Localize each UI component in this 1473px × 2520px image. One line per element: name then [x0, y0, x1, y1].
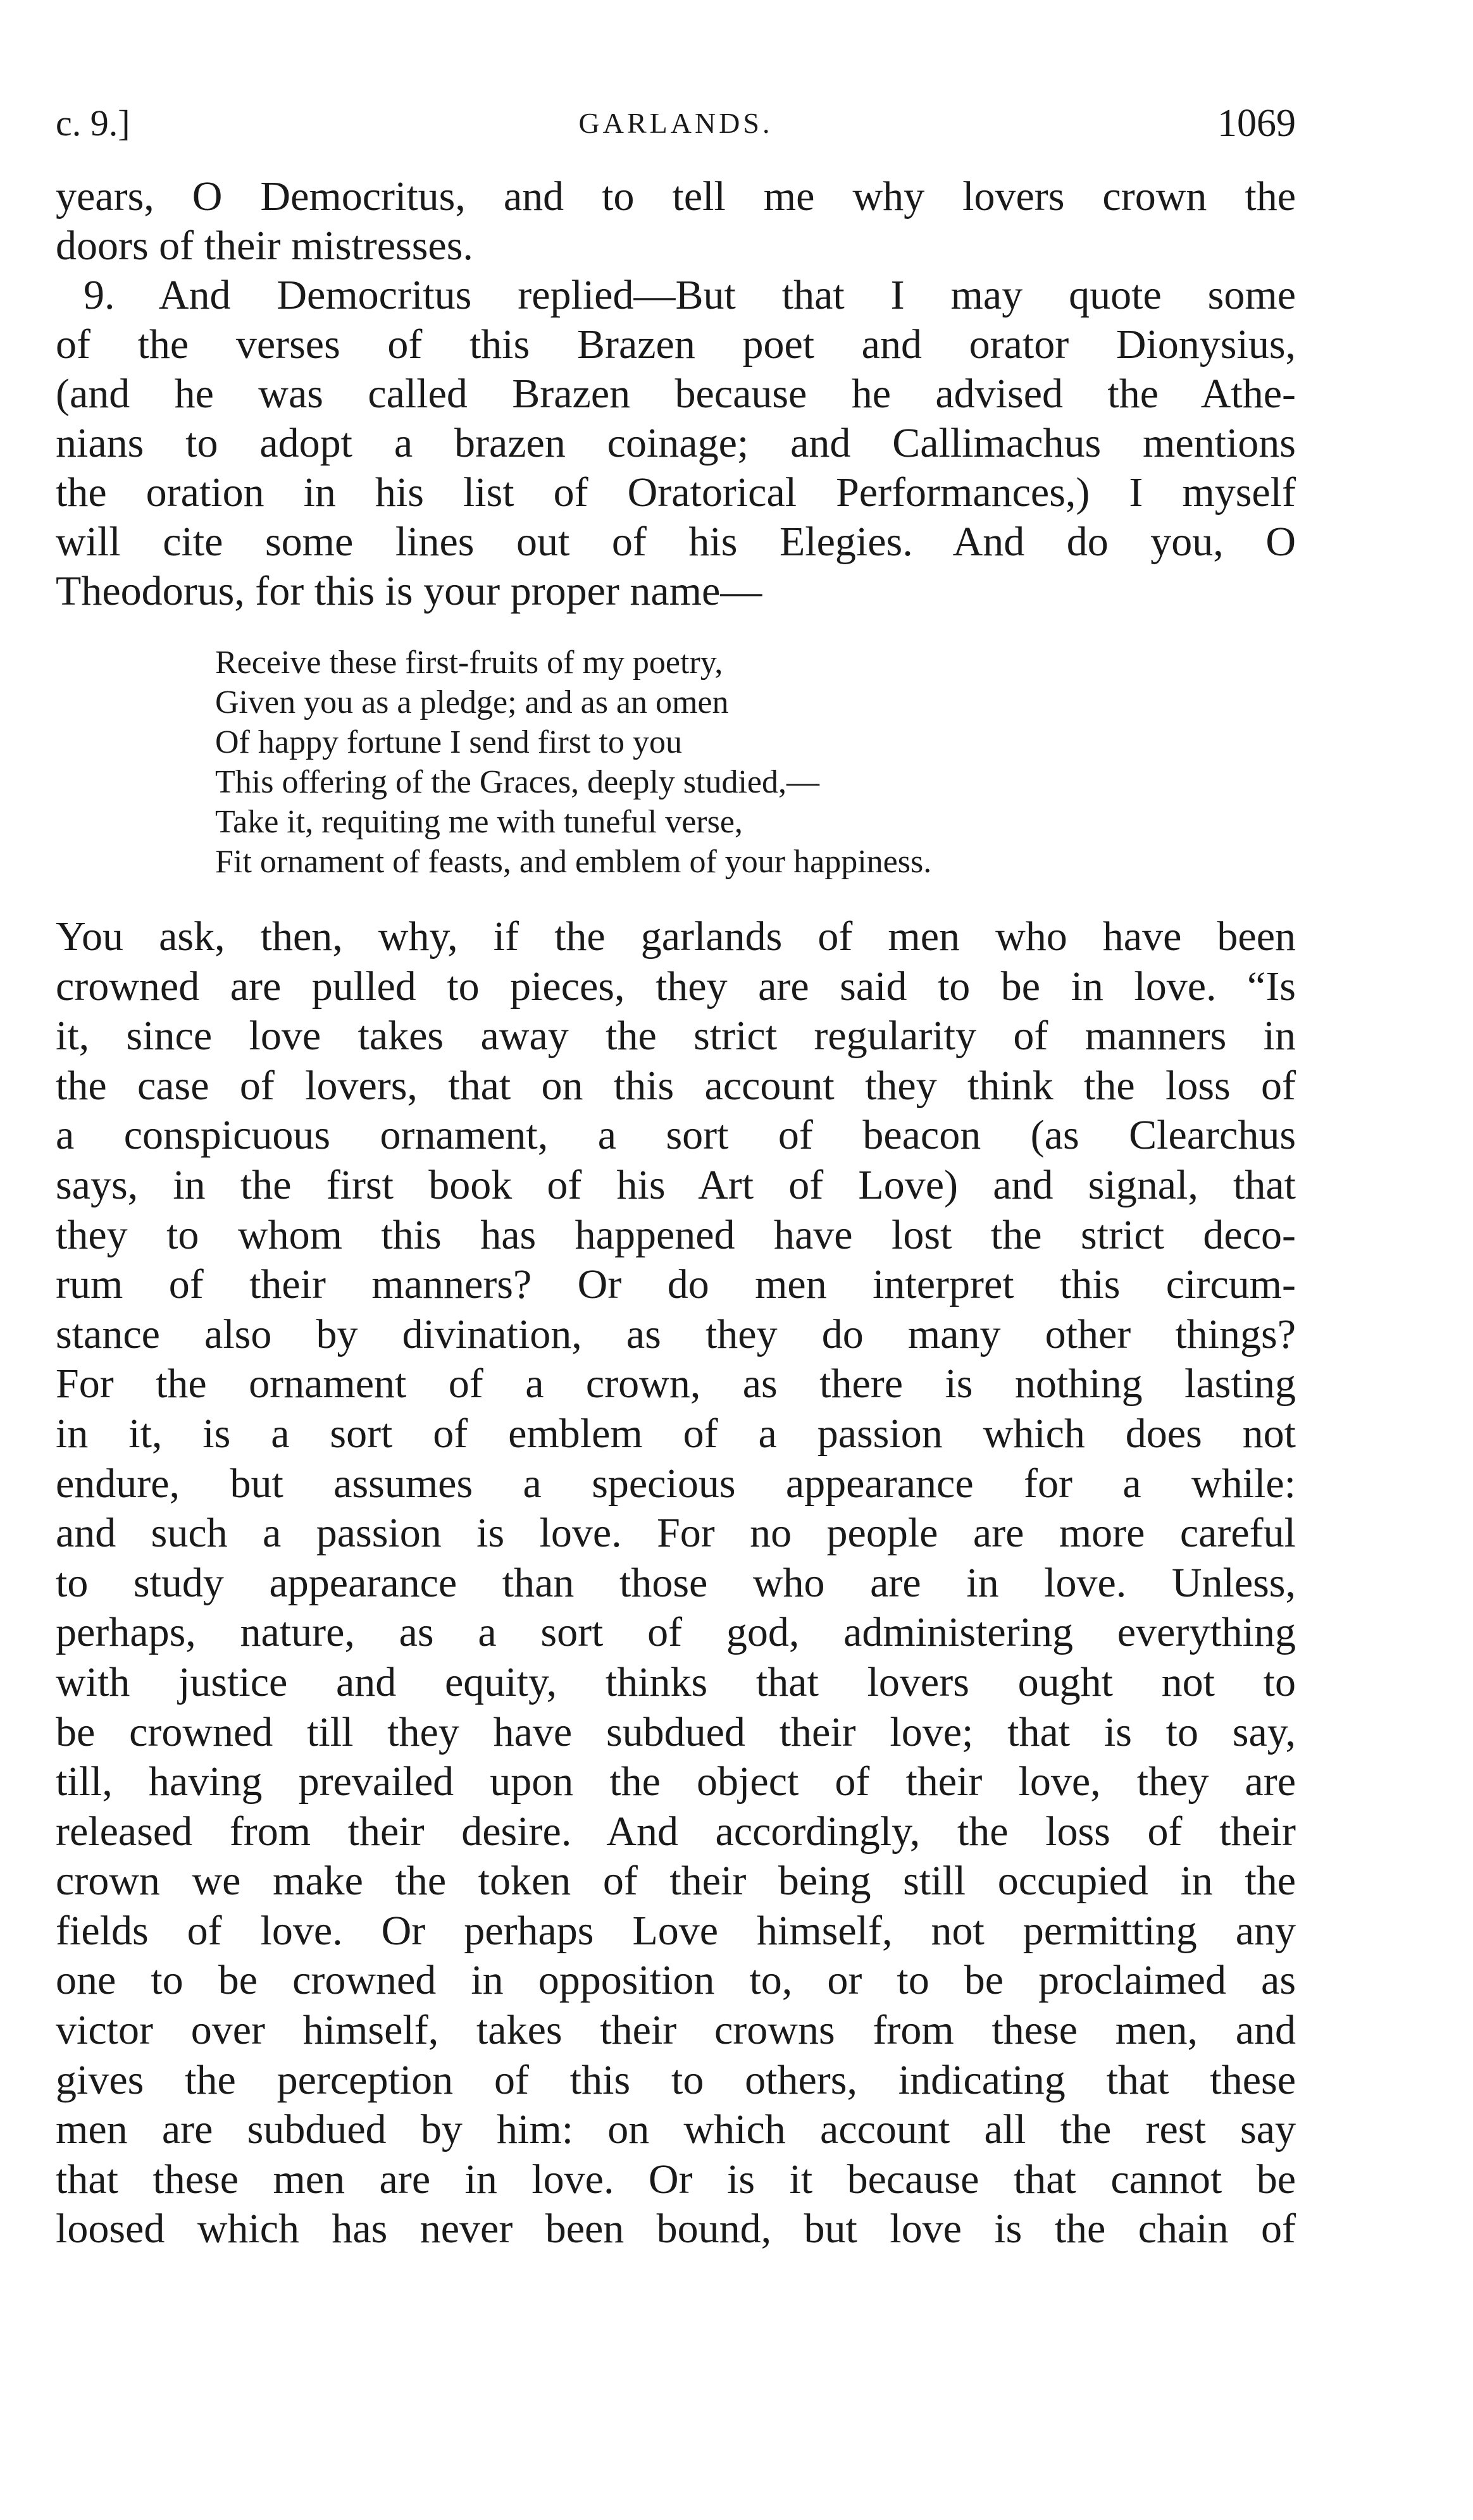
text-line: crown we make the token of their being still occupied in the [56, 1858, 1296, 1905]
text-line: of the verses of this Brazen poet and orator Dionysius, [56, 321, 1296, 368]
verse-quotation [215, 643, 1228, 882]
text-line: one to be crowned in opposition to, or to be proclaimed as [56, 1957, 1296, 2004]
text-line: the oration in his list of Oratorical Performances,) I myself [56, 469, 1296, 516]
verse-line: Receive these first-fruits of my poetry, [215, 645, 723, 681]
text-line: 9. And Democritus replied—But that I may quote some [84, 272, 1296, 318]
text-line: fields of love. Or perhaps Love himself, not permitting any [56, 1907, 1296, 1954]
text-line: with justice and equity, thinks that lovers ought not to [56, 1658, 1296, 1705]
opening-paragraphs [56, 172, 1296, 616]
text-line: released from their desire. And accordingly, the loss of their [56, 1808, 1296, 1855]
text-line: will cite some lines out of his Elegies. And do you, O [56, 519, 1296, 565]
verse-line: This offering of the Graces, deeply studied,— [215, 764, 819, 800]
text-line: years, O Democritus, and to tell me why lovers crown the [56, 173, 1296, 219]
text-line: in it, is a sort of emblem of a passion which does not [56, 1410, 1296, 1457]
text-line: to study appearance than those who are in love. Unless, [56, 1559, 1296, 1606]
verse-line: Fit ornament of feasts, and emblem of your happiness. [215, 844, 932, 880]
text-line: a conspicuous ornament, a sort of beacon (as Clearchus [56, 1112, 1296, 1159]
text-line: (and he was called Brazen because he advised the Athe- [56, 371, 1296, 417]
main-paragraph [56, 912, 1296, 2254]
verse-line: Of happy fortune I send first to you [215, 724, 682, 760]
text-line: it, since love takes away the strict regularity of manners in [56, 1013, 1296, 1059]
text-line: says, in the first book of his Art of Love) and signal, that [56, 1161, 1296, 1208]
verse-line: Given you as a pledge; and as an omen [215, 684, 729, 720]
text-line: For the ornament of a crown, as there is nothing lasting [56, 1361, 1296, 1407]
text-line: perhaps, nature, as a sort of god, administering everything [56, 1609, 1296, 1656]
text-line: You ask, then, why, if the garlands of men who have been [56, 913, 1296, 960]
text-line: Theodorus, for this is your proper name— [56, 568, 762, 614]
text-line: endure, but assumes a specious appearance for a while: [56, 1460, 1296, 1507]
text-line: they to whom this has happened have lost the strict deco- [56, 1211, 1296, 1258]
text-line: victor over himself, takes their crowns from these men, and [56, 2007, 1296, 2054]
text-line: the case of lovers, that on this account they think the loss of [56, 1062, 1296, 1109]
running-title: GARLANDS. [578, 107, 773, 139]
running-header [56, 95, 1296, 152]
text-line: and such a passion is love. For no people are more careful [56, 1510, 1296, 1557]
text-line: crowned are pulled to pieces, they are said to be in love. “Is [56, 963, 1296, 1010]
text-line: men are subdued by him: on which account all the rest say [56, 2106, 1296, 2153]
chapter-reference: c. 9.] [56, 102, 130, 144]
text-line: gives the perception of this to others, indicating that these [56, 2056, 1296, 2103]
text-line: be crowned till they have subdued their love; that is to say, [56, 1708, 1296, 1755]
verse-line: Take it, requiting me with tuneful verse, [215, 804, 743, 840]
text-line: rum of their manners? Or do men interpret this circum- [56, 1261, 1296, 1308]
text-line: loosed which has never been bound, but love is the chain of [56, 2206, 1296, 2252]
text-line: that these men are in love. Or is it because that cannot be [56, 2156, 1296, 2202]
text-line: till, having prevailed upon the object of their love, they are [56, 1758, 1296, 1805]
page-number: 1069 [1217, 102, 1296, 145]
text-line: doors of their mistresses. [56, 223, 473, 269]
text-line: nians to adopt a brazen coinage; and Callimachus mentions [56, 420, 1296, 466]
text-line: stance also by divination, as they do many other things? [56, 1311, 1296, 1357]
